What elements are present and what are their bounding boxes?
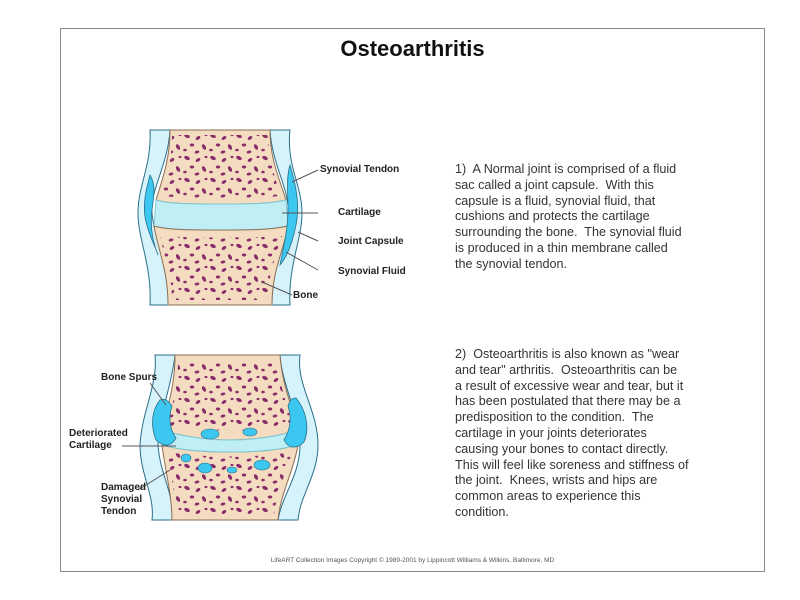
cartilage-defect xyxy=(181,454,191,462)
cartilage-defect xyxy=(243,428,257,436)
normal-joint-description: 1) A Normal joint is comprised of a fluid sac called a joint capsule. With this capsule is a fluid, synovial fluid, that cushions and protects the cartilage surrounding the bone. The synovial fluid is produced in a thin membrane called the synovial tendon. xyxy=(455,162,682,271)
cartilage-defect xyxy=(254,460,270,470)
cartilage-defect xyxy=(198,463,212,473)
label-synovial-tendon: Synovial Tendon xyxy=(320,164,400,175)
label-synovial-fluid: Synovial Fluid xyxy=(338,266,406,277)
osteoarthritis-description: 2) Osteoarthritis is also known as "wear and tear" arthritis. Osteoarthritis can be a result of excessive wear and tear, but it has been postulated that there may be a predisposition to the condition. The cartilage in your joints deteriorates causing your bones to contact directly. This will feel like soreness and stiffness of the joint. Knees, wrists and hips are common areas to experience this condition. xyxy=(455,347,689,519)
label-damaged-synovial-tendon: Damaged Synovial Tendon xyxy=(101,482,147,517)
normal-joint-diagram xyxy=(138,130,302,305)
cartilage-shape xyxy=(154,200,288,230)
cartilage-defect xyxy=(201,429,219,439)
arthritic-joint-diagram xyxy=(140,355,318,520)
label-bone: Bone xyxy=(293,290,318,301)
copyright-notice: LifeART Collection Images Copyright © 1989-2001 by Lippincott Williams & Wilkins, Baltimore, MD xyxy=(270,557,555,564)
label-joint-capsule: Joint Capsule xyxy=(338,236,404,247)
label-bone-spurs: Bone Spurs xyxy=(101,372,158,383)
label-cartilage: Cartilage xyxy=(338,207,381,218)
page-title: Osteoarthritis xyxy=(340,36,485,61)
cartilage-defect xyxy=(227,467,237,473)
label-deteriorated-cartilage: Deteriorated Cartilage xyxy=(69,428,128,451)
